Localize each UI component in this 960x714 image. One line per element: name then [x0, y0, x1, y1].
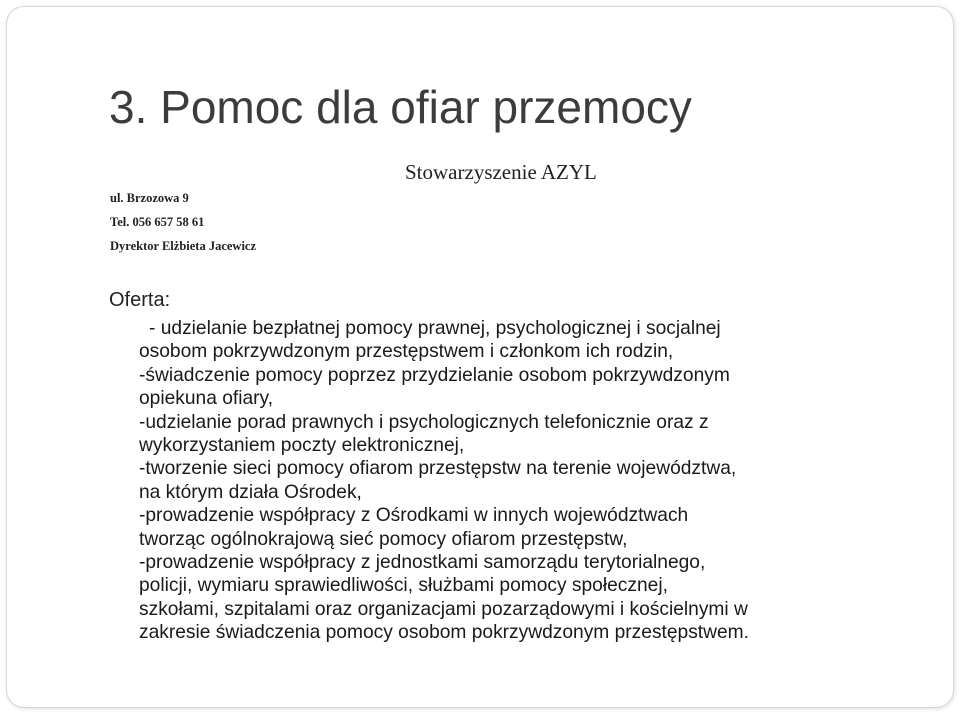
offer-line: - udzielanie bezpłatnej pomocy prawnej, psychologicznej i socjalnej	[149, 318, 721, 339]
slide-frame	[6, 6, 954, 708]
offer-line: zakresie świadczenia pomocy osobom pokrzywdzonym przestępstwem.	[139, 622, 749, 644]
offer-line: -prowadzenie współpracy z Ośrodkami w innych województwach	[139, 505, 689, 527]
offer-line: wykorzystaniem poczty elektronicznej,	[139, 434, 465, 456]
offer-line: policji, wymiaru sprawiedliwości, służbami pomocy społecznej,	[139, 575, 668, 597]
offer-line: -prowadzenie współpracy z jednostkami samorządu terytorialnego,	[139, 551, 706, 573]
offer-list	[139, 317, 939, 644]
contact-director: Dyrektor Elżbieta Jacewicz	[110, 239, 257, 253]
offer-line: na którym działa Ośrodek,	[139, 481, 362, 503]
contact-phone: Tel. 056 657 58 61	[110, 215, 205, 229]
contact-address: ul. Brzozowa 9	[110, 191, 189, 205]
offer-line: osobom pokrzywdzonym przestępstwem i członkom ich rodzin,	[139, 341, 674, 363]
offer-line: -tworzenie sieci pomocy ofiarom przestępstw na terenie województwa,	[139, 458, 737, 480]
offer-line: opiekuna ofiary,	[139, 388, 274, 410]
offer-line: szkołami, szpitalami oraz organizacjami pozarządowymi i kościelnymi w	[139, 598, 748, 620]
contact-block	[110, 186, 256, 258]
offer-line: -świadczenie pomocy poprzez przydzielanie osobom pokrzywdzonym	[139, 364, 730, 386]
slide-title: 3. Pomoc dla ofiar przemocy	[109, 81, 692, 133]
offer-line: -udzielanie porad prawnych i psychologicznych telefonicznie oraz z	[139, 411, 709, 433]
organization-name: Stowarzyszenie AZYL	[405, 160, 597, 184]
offer-heading: Oferta:	[109, 289, 171, 311]
offer-line: tworząc ogólnokrajową sieć pomocy ofiarom przestępstw,	[139, 528, 628, 550]
